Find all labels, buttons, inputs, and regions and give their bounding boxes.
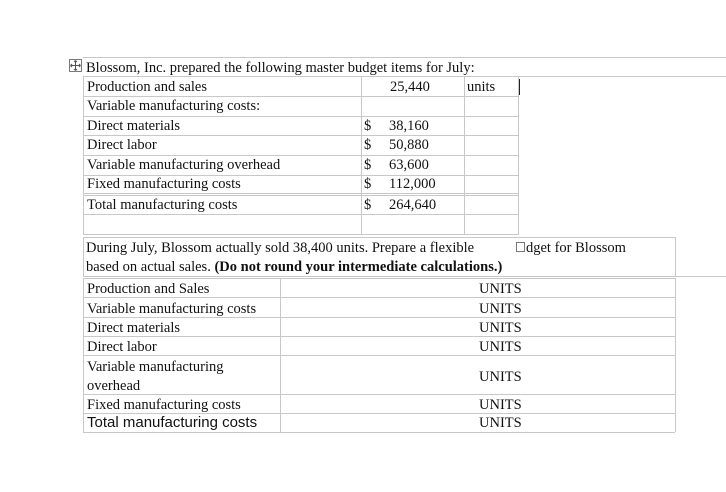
prompt-line2-a: based on actual sales. xyxy=(86,259,215,275)
prompt-instruction: (Do not round your intermediate calculations.) xyxy=(214,259,503,275)
text-cursor xyxy=(519,79,520,95)
row-amount: 264,640 xyxy=(389,197,437,213)
row-label: Total manufacturing costs xyxy=(87,414,258,431)
row-label-line2: overhead xyxy=(87,378,141,394)
row-label: Direct materials xyxy=(87,320,180,336)
row-dollar: $ xyxy=(364,197,372,213)
row-label: Production and Sales xyxy=(87,281,210,297)
row-dollar: $ xyxy=(364,176,372,192)
row-dollar: $ xyxy=(364,137,372,153)
row-unit: UNITS xyxy=(479,320,522,336)
row-amount: 38,160 xyxy=(389,118,429,134)
row-label: Variable manufacturing overhead xyxy=(87,157,281,173)
row-label: Production and sales xyxy=(87,79,208,95)
master-budget-title: Blossom, Inc. prepared the following master budget items for July: xyxy=(86,60,475,76)
row-label: Total manufacturing costs xyxy=(87,197,238,213)
row-label: Fixed manufacturing costs xyxy=(87,176,241,192)
row-label: Fixed manufacturing costs xyxy=(87,397,241,413)
row-label: Variable manufacturing costs xyxy=(87,301,257,317)
row-amount: 63,600 xyxy=(389,157,429,173)
row-dollar: $ xyxy=(364,157,372,173)
prompt-line1-a: During July, Blossom actually sold 38,400 units. Prepare a flexible xyxy=(86,240,475,256)
row-unit: UNITS xyxy=(479,369,522,385)
row-label: Direct materials xyxy=(87,118,180,134)
row-amount: 112,000 xyxy=(389,176,436,192)
row-amount: 25,440 xyxy=(390,79,430,95)
row-amount: 50,880 xyxy=(389,137,429,153)
row-label: Variable manufacturing costs: xyxy=(87,98,261,114)
embedded-object-icon[interactable] xyxy=(516,242,525,252)
row-label: Direct labor xyxy=(87,137,157,153)
row-label-line1: Variable manufacturing xyxy=(87,359,224,375)
row-unit: UNITS xyxy=(479,301,522,317)
row-dollar: $ xyxy=(364,118,372,134)
row-unit: UNITS xyxy=(479,281,522,297)
row-label: Direct labor xyxy=(87,339,157,355)
table-move-handle-icon[interactable] xyxy=(69,59,82,72)
row-unit: UNITS xyxy=(479,339,522,355)
row-unit: UNITS xyxy=(479,397,522,413)
prompt-line1-b: dget for Blossom xyxy=(526,240,626,256)
row-unit: units xyxy=(467,79,496,95)
row-unit: UNITS xyxy=(479,415,522,431)
